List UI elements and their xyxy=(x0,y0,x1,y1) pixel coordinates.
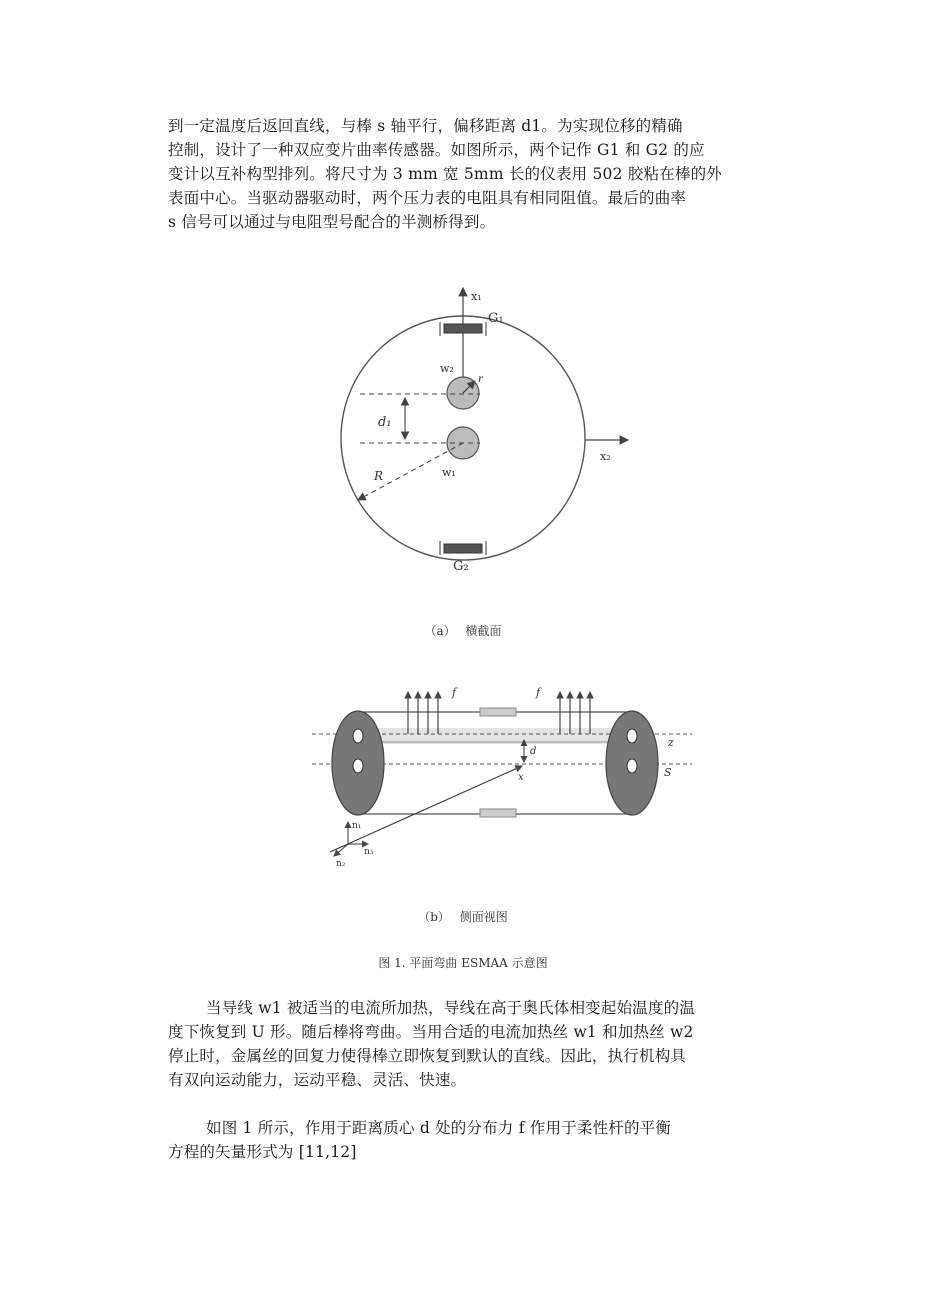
text-line: 方程的矢量形式为 [11,12] xyxy=(168,1143,357,1161)
paragraph-1 xyxy=(168,114,788,234)
label-f-left: f xyxy=(452,686,457,699)
figure-caption: 图 1. 平面弯曲 ESMAA 示意图 xyxy=(378,956,548,970)
label-x2: x₂ xyxy=(600,450,611,463)
text-line: 停止时，金属丝的回复力使得棒立即恢复到默认的直线。因此，执行机构具 xyxy=(168,1047,687,1065)
label-r: r xyxy=(478,374,483,385)
label-z: z xyxy=(668,736,674,749)
figure-a-cross-section xyxy=(330,278,630,578)
caption-a: （a） 横截面 xyxy=(424,624,502,638)
text-line: 变计以互补构型排列。将尺寸为 3 mm 宽 5mm 长的仪表用 502 胶粘在棒的外 xyxy=(168,165,722,183)
label-d1: d₁ xyxy=(378,415,392,430)
label-s: S xyxy=(664,766,672,779)
caption-b: （b） 侧面视图 xyxy=(418,910,508,924)
text-line: 到一定温度后返回直线，与棒 s 轴平行，偏移距离 d1。为实现位移的精确 xyxy=(168,117,683,135)
label-n1: n₁ xyxy=(352,821,362,831)
label-n3: n₃ xyxy=(364,847,374,857)
label-x: x xyxy=(518,772,524,783)
paragraph-2 xyxy=(168,996,788,1092)
gauge-g1 xyxy=(444,324,482,333)
gauge-g2 xyxy=(444,544,482,553)
label-n2: n₂ xyxy=(336,859,346,869)
text-line: 度下恢复到 U 形。随后棒将弯曲。当用合适的电流加热丝 w1 和加热丝 w2 xyxy=(168,1023,694,1041)
label-ra: R xyxy=(374,469,384,483)
text-line: 当导线 w1 被适当的电流所加热，导线在高于奥氏体相变起始温度的温 xyxy=(206,999,696,1017)
label-w1: w₁ xyxy=(442,466,456,479)
text-line: 控制，设计了一种双应变片曲率传感器。如图所示，两个记作 G1 和 G2 的应 xyxy=(168,141,705,159)
gauge-top xyxy=(480,708,516,716)
gauge-bottom xyxy=(480,809,516,817)
label-d: d xyxy=(530,746,537,757)
text-line: 如图 1 所示，作用于距离质心 d 处的分布力 f 作用于柔性杆的平衡 xyxy=(206,1119,672,1137)
label-g2: G₂ xyxy=(453,559,469,574)
text-line: s 信号可以通过与电阻型号配合的半测桥得到。 xyxy=(168,213,496,231)
figure-b-side-view xyxy=(312,676,692,876)
label-g1: G₁ xyxy=(488,311,504,326)
text-line: 有双向运动能力，运动平稳、灵活、快速。 xyxy=(168,1071,467,1089)
label-f-right: f xyxy=(536,686,541,699)
label-x1: x₁ xyxy=(471,290,482,303)
label-w2: w₂ xyxy=(440,362,454,375)
paragraph-3 xyxy=(168,1116,788,1164)
text-line: 表面中心。当驱动器驱动时，两个压力表的电阻具有相同阻值。最后的曲率 xyxy=(168,189,687,207)
